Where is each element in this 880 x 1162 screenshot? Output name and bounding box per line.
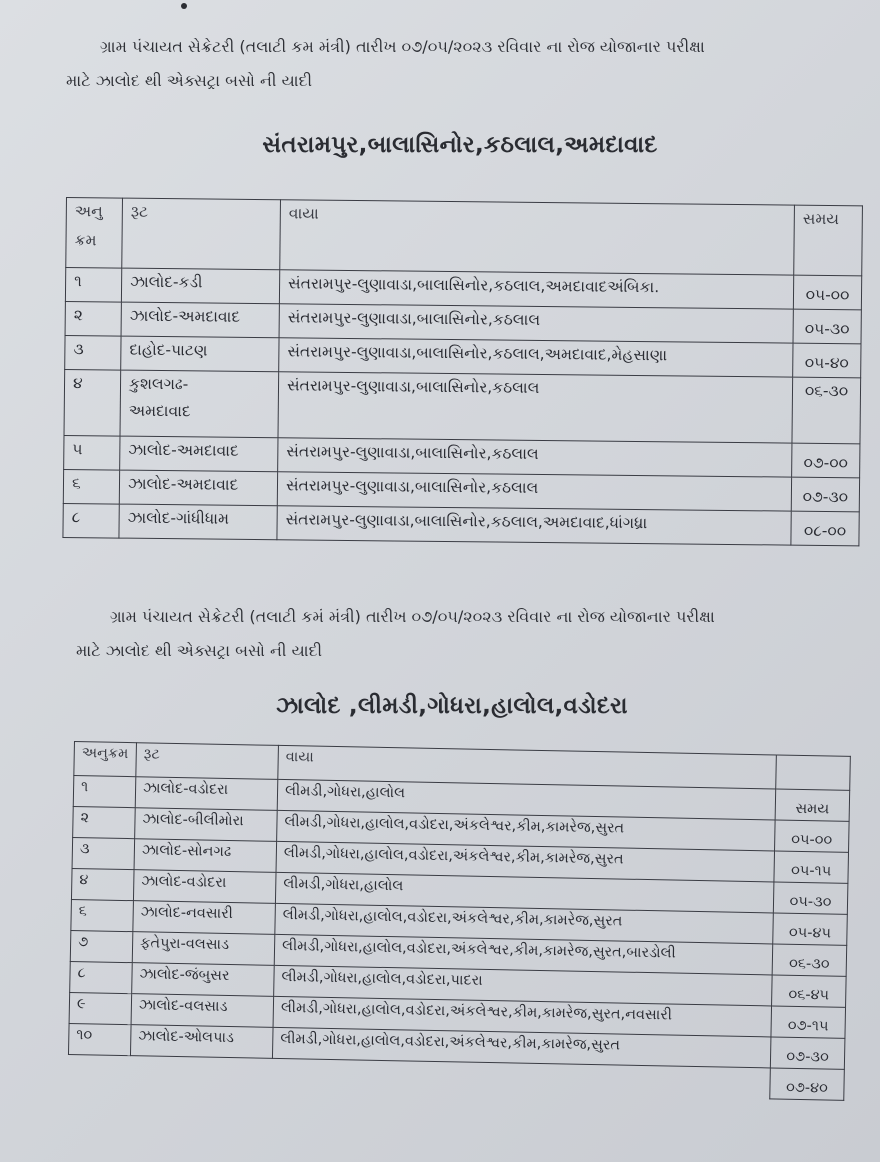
cell-serial: ૪ bbox=[71, 868, 134, 900]
cell-route: ફતેપુરા-વલસાડ bbox=[132, 932, 275, 966]
section-title-1: સંતરામપુર,બાલાસિનોર,કઠલાલ,અમદાવાદ bbox=[262, 132, 658, 158]
cell-serial: ૧૦ bbox=[68, 1023, 131, 1055]
cell-serial: ૯ bbox=[69, 992, 132, 1024]
notice-line: માટે ઝાલોદ થી એક્સટ્રા બસો ની યાદી bbox=[76, 641, 323, 660]
cell-via: સંતરામપુર-લુણાવાડા,બાલાસિનોર,કઠલાલ bbox=[277, 472, 791, 511]
column-header-route: રૂટ bbox=[136, 743, 279, 780]
cell-time: ૦૫-૦૦ bbox=[793, 275, 861, 310]
cell-time-header: સમય bbox=[775, 789, 850, 821]
cell-via: સંતરામપુર-લુણાવાડા,બાલાસિનોર,કઠલાલ bbox=[278, 438, 792, 477]
cell-serial: ૩ bbox=[65, 335, 121, 370]
route-line: અમદાવાદ bbox=[128, 401, 191, 421]
header-line: અનુ bbox=[74, 202, 103, 221]
notice-line: ગ્રામ પંચાયત સેક્રેટરી (તલાટી કમ મંત્રી) તારીખ ૦૭/૦૫/૨૦૨૩ રવિવાર ના રોજ યોજાનાર પરીક્ષા bbox=[100, 37, 705, 56]
table-row bbox=[64, 369, 861, 443]
cell-via: લીમડી,ગોધરા,હાલોલ,વડોદરા,અંકલેશ્વર,કીમ,કામરેજ,સુરત,નવસારી bbox=[273, 996, 772, 1037]
cell-route: દાહોદ-પાટણ bbox=[121, 336, 279, 372]
cell-serial: ૮ bbox=[70, 961, 133, 993]
cell-route: ઝાલોદ-નવસારી bbox=[133, 901, 276, 935]
cell-time: ૦૫-૩૦ bbox=[773, 882, 848, 914]
table-header-row bbox=[66, 198, 863, 276]
header-line: ક્રમ bbox=[74, 231, 97, 250]
cell-route: ઝાલોદ-અમદાવાદ bbox=[121, 302, 279, 338]
cell-time: ૦૮-૦૦ bbox=[791, 511, 859, 546]
cell-via: સંતરામપુર-લુણાવાડા,બાલાસિનોર,કઠલાલ,અમદાવાદ,મેહસાણા bbox=[279, 338, 793, 377]
cell-route: ઝાલોદ-અમદાવાદ bbox=[119, 470, 277, 506]
notice-line: માટે ઝાલોદ થી એક્સટ્રા બસો ની યાદી bbox=[66, 71, 313, 90]
cell-via: લીમડી,ગોધરા,હાલોલ bbox=[275, 872, 774, 913]
cell-time: ૦૫-૩૦ bbox=[793, 309, 861, 344]
cell-route: ઝાલોદ-ઓલપાડ bbox=[130, 1025, 273, 1059]
cell-time: ૦૭-૦૦ bbox=[792, 443, 860, 478]
column-header-time: સમય bbox=[794, 205, 863, 276]
cell-time: ૦૫-૦૦ bbox=[775, 820, 850, 852]
cell-serial: ૬ bbox=[71, 899, 134, 931]
cell-route: ઝાલોદ-બીલીમોરા bbox=[135, 808, 278, 842]
column-header-time bbox=[776, 755, 851, 790]
section-title-2: ઝાલોદ ,લીમડી,ગોધરા,હાલોલ,વડોદરા bbox=[276, 693, 628, 719]
cell-route: ઝાલોદ-જંબુસર bbox=[132, 963, 275, 997]
notice-intro-2 bbox=[76, 600, 866, 668]
pin-mark bbox=[181, 3, 187, 9]
cell-via: લીમડી,ગોધરા,હાલોલ bbox=[277, 779, 776, 820]
cell-serial: ૩ bbox=[72, 837, 135, 869]
cell-via: સંતરામપુર-લુણાવાડા,બાલાસિનોર,કઠલાલ,અમદાવાદઅંબિકા. bbox=[279, 270, 793, 309]
cell-serial: ૪ bbox=[64, 369, 121, 436]
cell-route: ઝાલોદ-વડોદરા bbox=[135, 777, 278, 811]
cell-serial: ૧ bbox=[73, 776, 136, 808]
cell-time: ૦૭-૧૫ bbox=[771, 1006, 846, 1038]
cell-route: ઝાલોદ-અમદાવાદ bbox=[120, 436, 278, 472]
cell-route: ઝાલોદ-વડોદરા bbox=[133, 870, 276, 904]
cell-via: સંતરામપુર-લુણાવાડા,બાલાસિનોર,કઠલાલ,અમદાવાદ,ધાંગધ્રા bbox=[277, 506, 791, 545]
cell-serial: ૧ bbox=[65, 268, 121, 303]
cell-serial: ૨ bbox=[65, 301, 121, 336]
cell-route: ઝાલોદ-સોનગઢ bbox=[134, 839, 277, 873]
column-header-via: વાયા bbox=[278, 745, 777, 789]
cell-time: ૦૫-૧૫ bbox=[774, 851, 849, 883]
cell-serial: ૫ bbox=[64, 435, 120, 470]
cell-via: લીમડી,ગોધરા,હાલોલ,વડોદરા,અંકલેશ્વર,કીમ,કામરેજ,સુરત bbox=[275, 903, 774, 944]
cell-via: સંતરામપુર-લુણાવાડા,બાલાસિનોર,કઠલાલ bbox=[278, 372, 793, 443]
cell-via: લીમડી,ગોધરા,હાલોલ,વડોદરા,પાદરા bbox=[274, 965, 773, 1006]
column-header-via: વાયા bbox=[280, 200, 795, 275]
column-header-serial: અનુક્રમ bbox=[74, 742, 137, 777]
cell-time: ૦૬-૩૦ bbox=[792, 377, 861, 444]
cell-time: ૦૭-૩૦ bbox=[791, 477, 859, 512]
cell-route: ઝાલોદ-કડી bbox=[121, 268, 279, 304]
cell-time: ૦૫-૪૫ bbox=[773, 913, 848, 945]
column-header-serial bbox=[66, 198, 123, 269]
cell-route bbox=[120, 370, 279, 438]
cell-route: ઝાલોદ-વલસાડ bbox=[131, 994, 274, 1028]
cell-empty bbox=[68, 1054, 131, 1086]
cell-serial: ૬ bbox=[63, 469, 119, 504]
cell-via: લીમડી,ગોધરા,હાલોલ,વડોદરા,અંકલેશ્વર,કીમ,કામરેજ,સુરત bbox=[277, 810, 776, 851]
cell-empty bbox=[130, 1056, 273, 1090]
cell-serial: ૮ bbox=[63, 503, 119, 538]
bus-schedule-table-2 bbox=[67, 741, 850, 1101]
cell-time: ૦૭-૩૦ bbox=[770, 1037, 845, 1069]
cell-via: લીમડી,ગોધરા,હાલોલ,વડોદરા,અંકલેશ્વર,કીમ,કામરેજ,સુરત,બારડોલી bbox=[274, 934, 773, 975]
cell-serial: ૭ bbox=[70, 930, 133, 962]
cell-serial: ૨ bbox=[73, 806, 136, 838]
notice-line: ગ્રામ પંચાયત સેક્રેટરી (તલાટી કમં મંત્રી) તારીખ ૦૭/૦૫/૨૦૨૩ રવિવાર ના રોજ યોજાનાર પરીક્ષા bbox=[110, 607, 715, 626]
route-line: કુશલગઢ- bbox=[128, 374, 189, 394]
cell-time: ૦૬-૩૦ bbox=[772, 944, 847, 976]
cell-time: ૦૭-૪૦ bbox=[770, 1068, 845, 1100]
notice-intro-1 bbox=[66, 30, 866, 98]
cell-via: સંતરામપુર-લુણાવાડા,બાલાસિનોર,કઠલાલ bbox=[279, 304, 793, 343]
table-row bbox=[63, 503, 859, 545]
cell-route: ઝાલોદ-ગાંધીધામ bbox=[119, 504, 277, 540]
cell-time: ૦૬-૪૫ bbox=[772, 975, 847, 1007]
bus-schedule-table-1 bbox=[62, 197, 863, 546]
cell-time: ૦૫-૪૦ bbox=[793, 343, 861, 378]
cell-via: લીમડી,ગોધરા,હાલોલ,વડોદરા,અંકલેશ્વર,કીમ,કામરેજ,સુરત bbox=[272, 1027, 771, 1068]
cell-via: લીમડી,ગોધરા,હાલોલ,વડોદરા,અંકલેશ્વર,કીમ,કામરેજ,સુરત bbox=[276, 841, 775, 882]
column-header-route: રૂટ bbox=[122, 198, 281, 270]
